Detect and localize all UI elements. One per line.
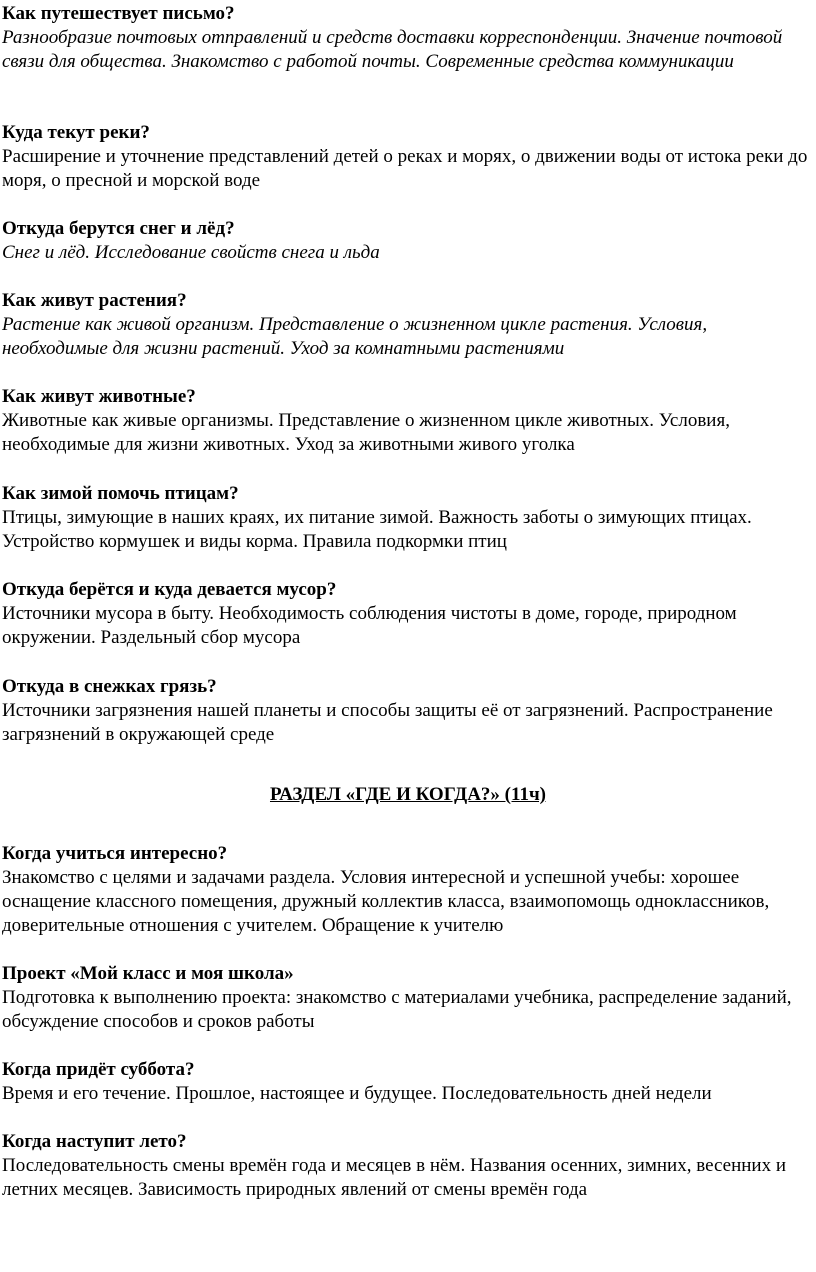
topic-block bbox=[2, 578, 808, 650]
topic-description: Знакомство с целями и задачами раздела. Условия интересной и успешной учебы: хорошее оснащение классного помещения, дружный коллектив класса, взаимопомощь одноклассников, доверительные отношения с учителем. Обращение к учителю bbox=[2, 867, 770, 936]
topic-block bbox=[2, 1130, 808, 1202]
topic-title: Когда наступит лето? bbox=[2, 1131, 187, 1152]
topic-block bbox=[2, 842, 808, 938]
topic-block bbox=[2, 289, 808, 361]
topic-title: Проект «Мой класс и моя школа» bbox=[2, 963, 294, 984]
topic-title: Как живут растения? bbox=[2, 290, 187, 311]
topic-block bbox=[2, 2, 808, 74]
topic-block bbox=[2, 1058, 808, 1106]
topic-title: Когда учиться интересно? bbox=[2, 843, 228, 864]
topic-description: Последовательность смены времён года и месяцев в нём. Названия осенних, зимних, весенних и летних месяцев. Зависимость природных явлений от смены времён года bbox=[2, 1155, 786, 1200]
topic-description: Животные как живые организмы. Представление о жизненном цикле животных. Условия, необходимые для жизни животных. Уход за животными живого уголка bbox=[2, 410, 730, 455]
topic-title: Как живут животные? bbox=[2, 386, 196, 407]
topic-description: Разнообразие почтовых отправлений и средств доставки корреспонденции. Значение почтовой связи для общества. Знакомство с работой почты. Современные средства коммуникации bbox=[2, 27, 783, 72]
topic-description: Расширение и уточнение представлений детей о реках и морях, о движении воды от истока реки до моря, о пресной и морской воде bbox=[2, 146, 808, 191]
topic-description: Время и его течение. Прошлое, настоящее и будущее. Последовательность дней недели bbox=[2, 1083, 712, 1104]
topic-block bbox=[2, 121, 808, 193]
topic-title: Откуда в снежках грязь? bbox=[2, 676, 217, 697]
topic-title: Откуда берётся и куда девается мусор? bbox=[2, 579, 337, 600]
topic-title: Откуда берутся снег и лёд? bbox=[2, 218, 235, 239]
topic-title: Как путешествует письмо? bbox=[2, 3, 235, 24]
topic-description: Растение как живой организм. Представление о жизненном цикле растения. Условия, необходимые для жизни растений. Уход за комнатными растениями bbox=[2, 314, 708, 359]
topic-title: Как зимой помочь птицам? bbox=[2, 483, 239, 504]
topic-block bbox=[2, 962, 808, 1034]
section-heading: РАЗДЕЛ «ГДЕ И КОГДА?» (11ч) bbox=[269, 784, 546, 805]
topic-title: Куда текут реки? bbox=[2, 122, 150, 143]
topic-description: Снег и лёд. Исследование свойств снега и льда bbox=[2, 242, 380, 263]
topic-block bbox=[2, 217, 808, 265]
topic-block bbox=[2, 385, 808, 457]
topic-description: Источники мусора в быту. Необходимость соблюдения чистоты в доме, городе, природном окружении. Раздельный сбор мусора bbox=[2, 603, 737, 648]
topic-block bbox=[2, 675, 808, 747]
topic-description: Источники загрязнения нашей планеты и способы защиты её от загрязнений. Распространение загрязнений в окружающей среде bbox=[2, 700, 773, 745]
topic-description: Птицы, зимующие в наших краях, их питание зимой. Важность заботы о зимующих птицах. Устройство кормушек и виды корма. Правила подкормки птиц bbox=[2, 507, 752, 552]
topic-description: Подготовка к выполнению проекта: знакомство с материалами учебника, распределение заданий, обсуждение способов и сроков работы bbox=[2, 987, 792, 1032]
topic-block bbox=[2, 482, 808, 554]
topic-title: Когда придёт суббота? bbox=[2, 1059, 195, 1080]
